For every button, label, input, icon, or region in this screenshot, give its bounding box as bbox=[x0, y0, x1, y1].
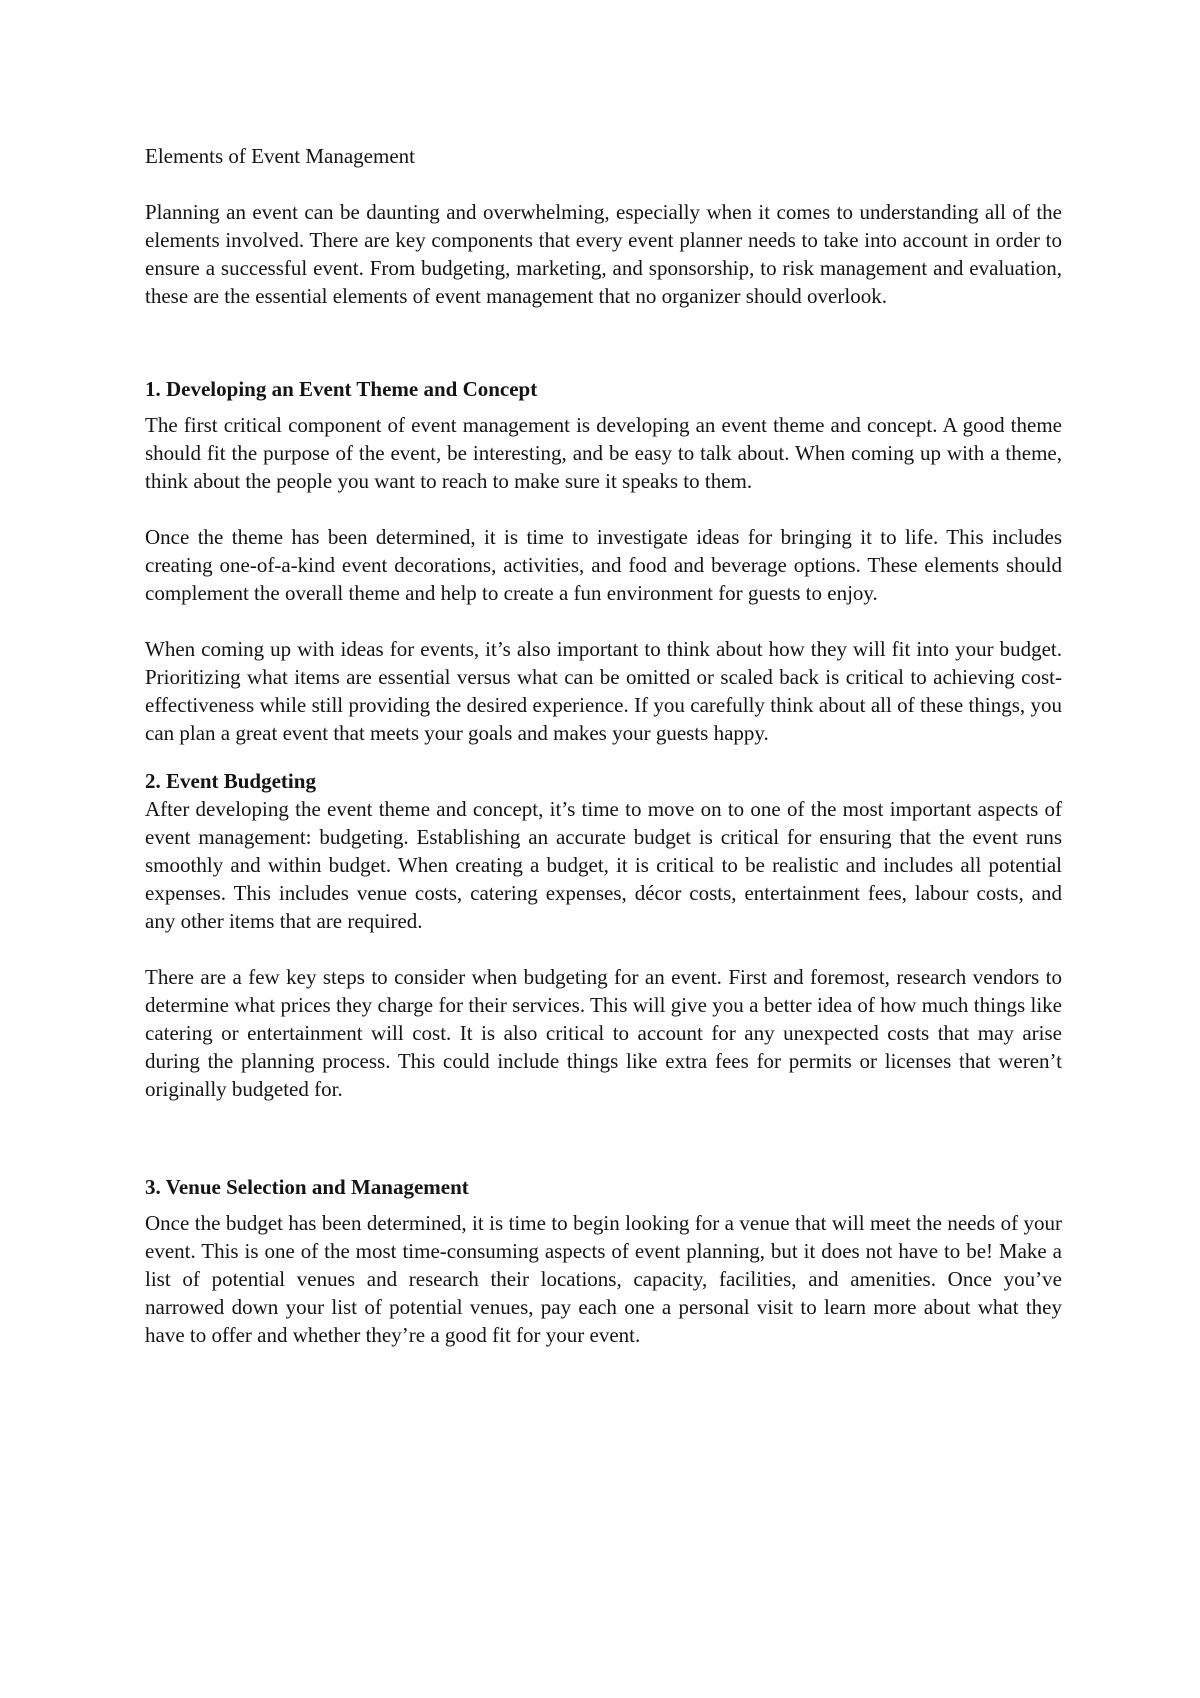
section-heading-theme: 1. Developing an Event Theme and Concept bbox=[145, 377, 538, 401]
section-heading-budgeting: 2. Event Budgeting bbox=[145, 769, 316, 793]
section-paragraph: Once the budget has been determined, it is time to begin looking for a venue that will meet the needs of your event. This is one of the most time-consuming aspects of event planning, but it does not have to be! Make a list of potential venues and research their locations, capacity, facilities, and amenities. Once you’ve narrowed down your list of potential venues, pay each one a personal visit to learn more about what they have to offer and whether they’re a good fit for your event. bbox=[145, 1211, 1062, 1347]
document-title: Elements of Event Management bbox=[145, 144, 415, 168]
section-paragraph: There are a few key steps to consider when budgeting for an event. First and foremost, research vendors to determine what prices they charge for their services. This will give you a better idea of how much things like catering or entertainment will cost. It is also critical to account for any unexpected costs that may arise during the planning process. This could include things like extra fees for permits or licenses that weren’t originally budgeted for. bbox=[145, 965, 1062, 1101]
section-paragraph: When coming up with ideas for events, it’s also important to think about how they will fit into your budget. Prioritizing what items are essential versus what can be omitted or scaled back is critical to achieving cost-effectiveness while still providing the desired experience. If you carefully think about all of these things, you can plan a great event that meets your goals and makes your guests happy. bbox=[145, 637, 1062, 745]
section-paragraph: The first critical component of event management is developing an event theme and concept. A good theme should fit the purpose of the event, be interesting, and be easy to talk about. When coming up with a theme, think about the people you want to reach to make sure it speaks to them. bbox=[145, 413, 1062, 493]
intro-paragraph: Planning an event can be daunting and overwhelming, especially when it comes to understanding all of the elements involved. There are key components that every event planner needs to take into account in order to ensure a successful event. From budgeting, marketing, and sponsorship, to risk management and evaluation, these are the essential elements of event management that no organizer should overlook. bbox=[145, 200, 1062, 308]
section-paragraph: Once the theme has been determined, it is time to investigate ideas for bringing it to life. This includes creating one-of-a-kind event decorations, activities, and food and beverage options. These elements should complement the overall theme and help to create a fun environment for guests to enjoy. bbox=[145, 525, 1062, 605]
document-page bbox=[145, 142, 1062, 1349]
section-paragraph: After developing the event theme and concept, it’s time to move on to one of the most important aspects of event management: budgeting. Establishing an accurate budget is critical for ensuring that the event runs smoothly and within budget. When creating a budget, it is critical to be realistic and includes all potential expenses. This includes venue costs, catering expenses, décor costs, entertainment fees, labour costs, and any other items that are required. bbox=[145, 797, 1062, 933]
section-heading-venue: 3. Venue Selection and Management bbox=[145, 1175, 469, 1199]
